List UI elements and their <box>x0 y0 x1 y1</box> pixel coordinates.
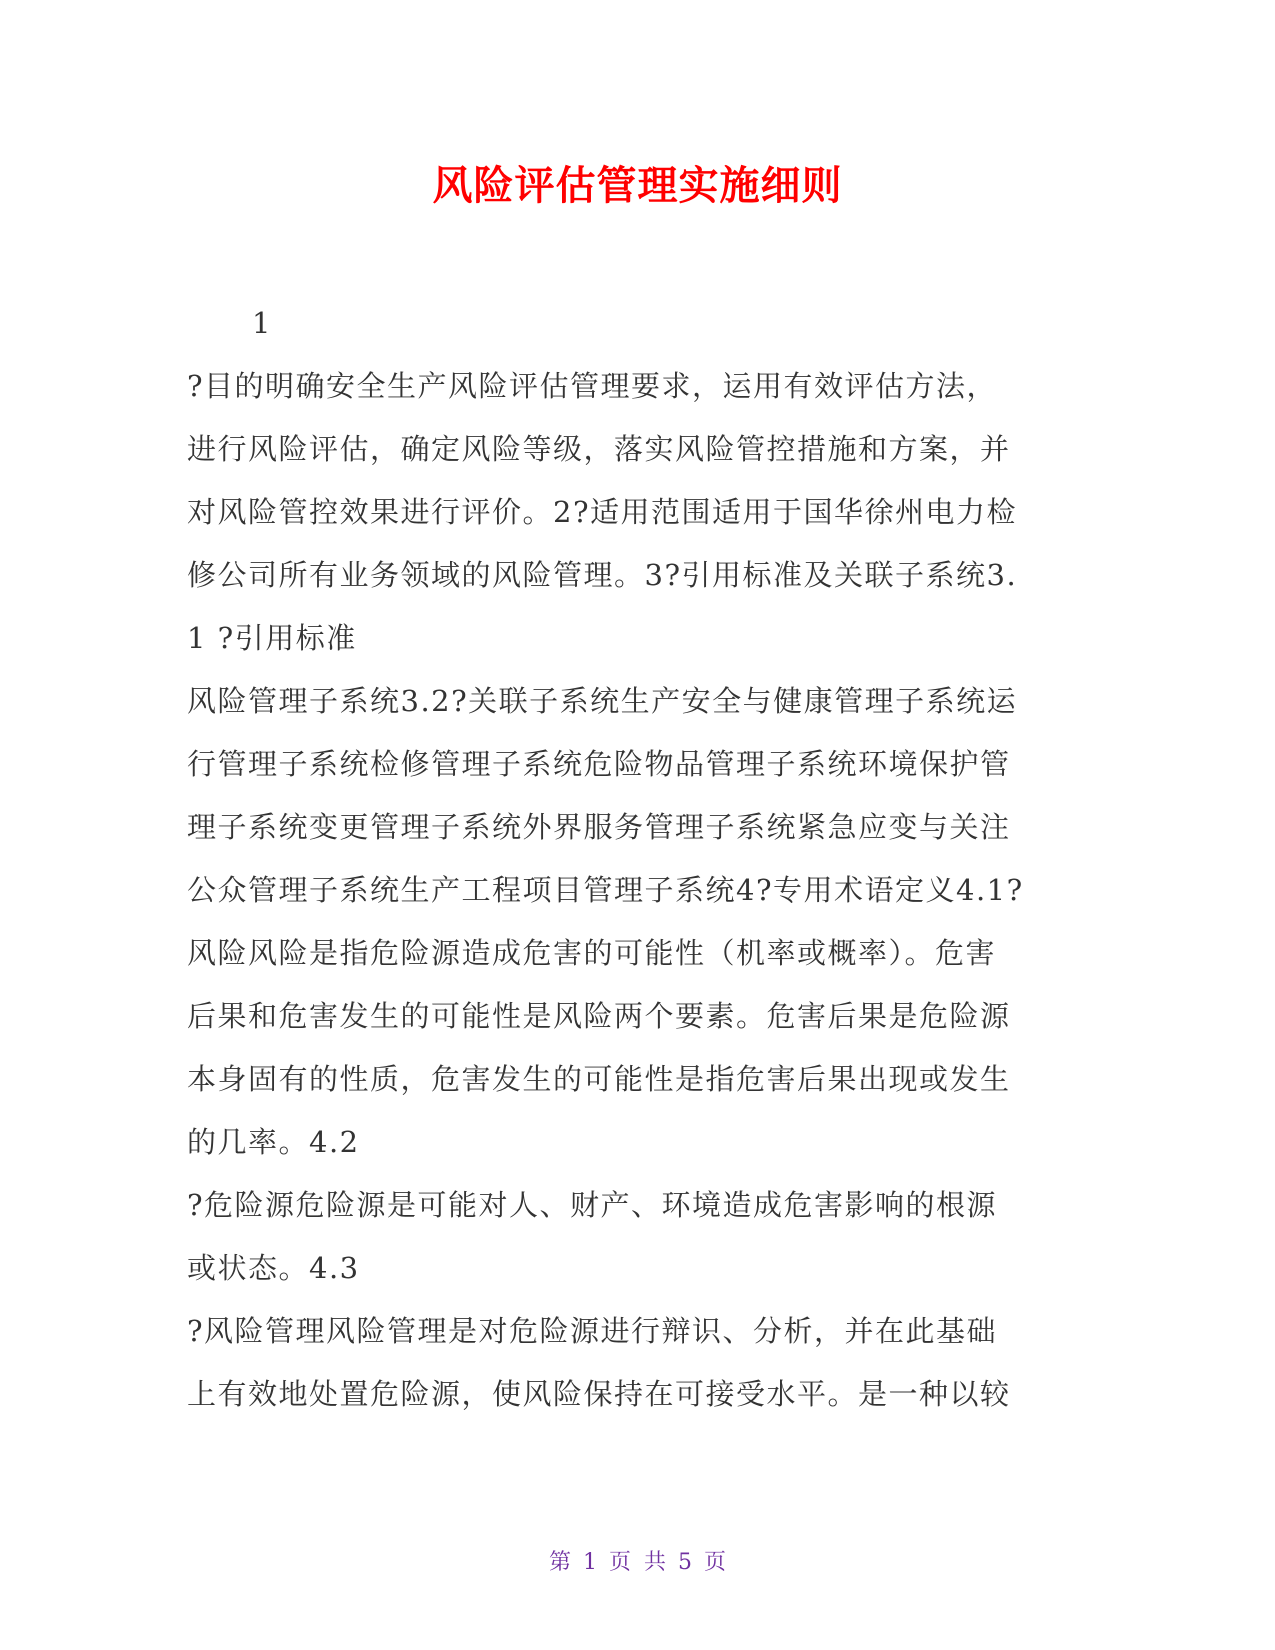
body-line: 本身固有的性质，危害发生的可能性是指危害后果出现或发生 <box>187 1062 1011 1096</box>
body-line: 上有效地处置危险源，使风险保持在可接受水平。是一种以较 <box>187 1377 1011 1411</box>
page-footer <box>0 1548 1275 1578</box>
body-line: ?目的明确安全生产风险评估管理要求，运用有效评估方法， <box>187 369 998 403</box>
footer-current-page: 1 <box>583 1550 597 1575</box>
footer-prefix: 第 <box>548 1550 571 1575</box>
body-line: 的几率。4.2 <box>187 1125 360 1159</box>
body-line: ?危险源危险源是可能对人、财产、环境造成危害影响的根源 <box>187 1188 998 1222</box>
body-line: 对风险管控效果进行评价。2?适用范围适用于国华徐州电力检 <box>187 495 1017 529</box>
footer-suffix: 页 <box>704 1550 727 1575</box>
document-body <box>187 292 1087 1426</box>
body-line: 1 ?引用标准 <box>187 621 357 655</box>
footer-total-pages: 5 <box>678 1550 692 1575</box>
body-line: 公众管理子系统生产工程项目管理子系统4?专用术语定义4.1? <box>187 873 1024 907</box>
body-line: 风险管理子系统3.2?关联子系统生产安全与健康管理子系统运 <box>187 684 1018 718</box>
body-line: ?风险管理风险管理是对危险源进行辩识、分析，并在此基础 <box>187 1314 998 1348</box>
body-line: 行管理子系统检修管理子系统危险物品管理子系统环境保护管 <box>187 747 1011 781</box>
body-line: 修公司所有业务领域的风险管理。3?引用标准及关联子系统3. <box>187 558 1018 592</box>
body-line: 风险风险是指危险源造成危害的可能性（机率或概率）。危害 <box>187 936 997 970</box>
footer-middle: 页 共 <box>609 1550 666 1575</box>
body-line: 进行风险评估，确定风险等级，落实风险管控措施和方案，并 <box>187 432 1011 466</box>
body-line: 1 <box>252 306 272 340</box>
body-line: 后果和危害发生的可能性是风险两个要素。危害后果是危险源 <box>187 999 1011 1033</box>
body-line: 理子系统变更管理子系统外界服务管理子系统紧急应变与关注 <box>187 810 1011 844</box>
body-line: 或状态。4.3 <box>187 1251 360 1285</box>
document-title: 风险评估管理实施细则 <box>432 163 843 209</box>
